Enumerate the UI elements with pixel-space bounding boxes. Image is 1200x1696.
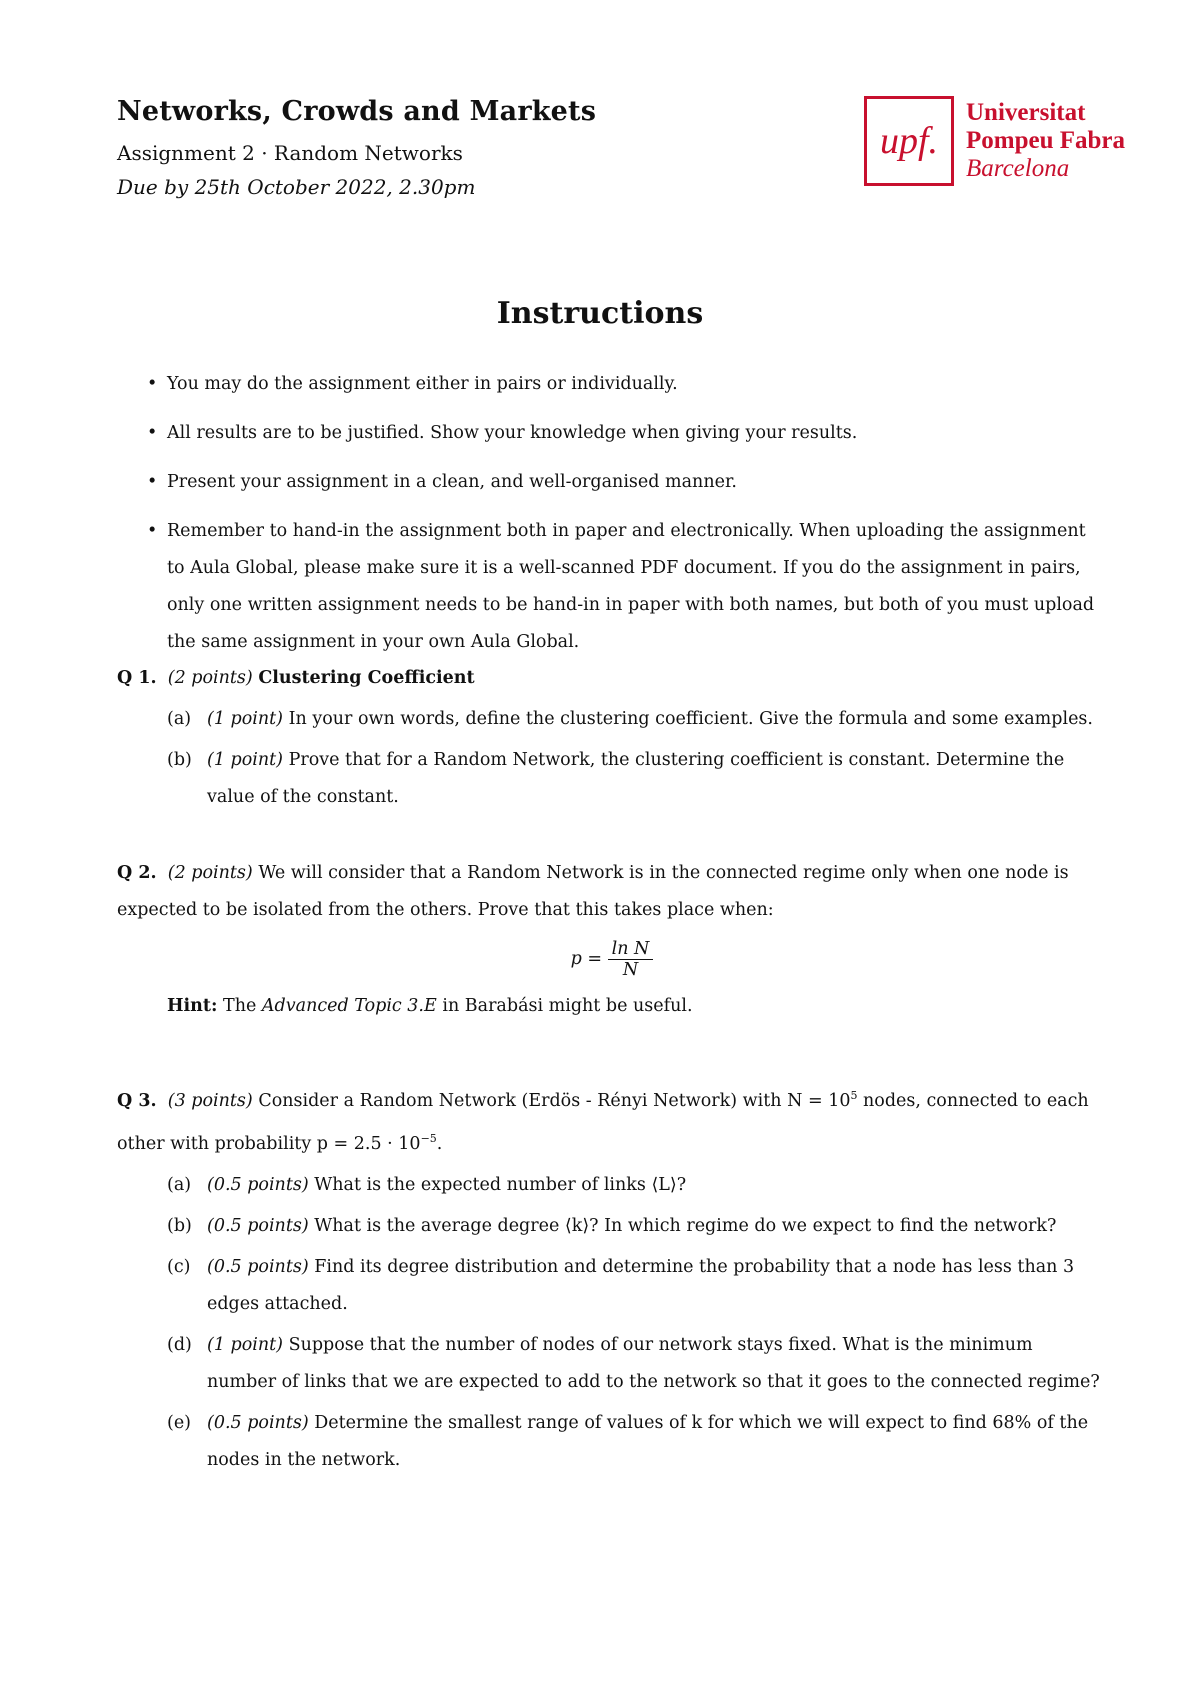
course-title: Networks, Crowds and Markets xyxy=(117,96,597,127)
instructions-heading: Instructions xyxy=(496,296,704,331)
question-2-text: We will consider that a Random Network is in the connected regime only when one node is expected to be isolated from the others. Prove that this takes place when: xyxy=(117,863,1069,920)
subquestion-label: (a) xyxy=(167,1174,192,1195)
question-3-points: (3 points) xyxy=(167,1090,253,1111)
question-3a xyxy=(117,1167,1107,1204)
question-1-heading xyxy=(117,660,1107,697)
question-2-points: (2 points) xyxy=(167,863,253,883)
subquestion-label: (b) xyxy=(167,750,192,770)
document-header xyxy=(117,96,717,199)
question-1-label: Q 1. xyxy=(117,668,157,688)
instruction-text: Present your assignment in a clean, and well-organised manner. xyxy=(167,472,737,492)
hint-post: in Barabási might be useful. xyxy=(442,996,693,1016)
formula-connected-regime xyxy=(117,939,1107,980)
bullet-icon: • xyxy=(147,521,158,541)
instruction-text: Remember to hand-in the assignment both in paper and electronically. When uploading the assignment to Aula Global, please make sure it is a well-scanned PDF document. If you do the assignment in pairs, only one written assignment needs to be hand-in in paper with both names, but both of you must upload the same assignment in your own Aula Global. xyxy=(167,521,1095,652)
question-3b xyxy=(117,1208,1107,1245)
hint-reference: Advanced Topic 3.E xyxy=(261,996,437,1016)
subquestion-label: (e) xyxy=(167,1412,192,1433)
subquestion-points: (1 point) xyxy=(207,750,283,770)
subquestion-points: (0.5 points) xyxy=(207,1412,309,1433)
logo-line-pompeu-fabra: Pompeu Fabra xyxy=(966,127,1126,154)
question-1-title: Clustering Coefficient xyxy=(258,668,475,688)
question-3-label: Q 3. xyxy=(117,1090,157,1111)
subquestion-points: (0.5 points) xyxy=(207,1256,309,1277)
question-2-hint xyxy=(117,988,1107,1025)
formula-lhs: p = xyxy=(570,949,603,969)
question-3d xyxy=(117,1327,1107,1401)
question-1a xyxy=(117,701,1107,738)
hint-pre: The xyxy=(223,996,257,1016)
instruction-item xyxy=(147,415,1107,452)
exponent: 5 xyxy=(850,1089,858,1102)
question-1-points: (2 points) xyxy=(167,668,253,688)
formula-denominator: N xyxy=(622,960,639,980)
subquestion-label: (b) xyxy=(167,1215,192,1236)
bullet-icon: • xyxy=(147,374,158,394)
bullet-icon: • xyxy=(147,472,158,492)
subquestion-text: In your own words, define the clustering coefficient. Give the formula and some examples. xyxy=(288,709,1093,729)
subquestion-text: Suppose that the number of nodes of our network stays fixed. What is the minimum number of links that we are expected to add to the network so that it goes to the connected regime? xyxy=(207,1334,1100,1392)
formula-fraction xyxy=(608,939,654,980)
question-3-heading xyxy=(117,1077,1107,1163)
instruction-text: All results are to be justified. Show your knowledge when giving your results. xyxy=(167,423,858,443)
instruction-text: You may do the assignment either in pairs or individually. xyxy=(167,374,678,394)
exponent: −5 xyxy=(420,1131,437,1145)
instruction-item xyxy=(147,464,1107,501)
question-3-text-b: nodes, connected to each other with probability p = 2.5 · 10 xyxy=(117,1090,1089,1154)
due-date: Due by 25th October 2022, 2.30pm xyxy=(117,175,476,199)
instructions-list xyxy=(147,366,1107,673)
subquestion-points: (0.5 points) xyxy=(207,1215,309,1236)
logo-line-universitat: Universitat xyxy=(966,99,1086,126)
instruction-item xyxy=(147,513,1107,661)
subquestion-label: (d) xyxy=(167,1334,192,1355)
subquestion-text: Prove that for a Random Network, the clustering coefficient is constant. Determine the value of the constant. xyxy=(207,750,1065,807)
question-3 xyxy=(117,1077,1107,1479)
question-3c xyxy=(117,1249,1107,1323)
subquestion-points: (1 point) xyxy=(207,709,283,729)
upf-logo xyxy=(864,96,1125,186)
question-3-text-a: Consider a Random Network (Erdös - Rényi Network) with N = 10 xyxy=(258,1090,851,1111)
question-3-text-c: . xyxy=(436,1133,443,1154)
hint-label: Hint: xyxy=(167,996,218,1016)
formula-numerator: ln N xyxy=(608,939,654,960)
subquestion-text: What is the expected number of links ⟨L⟩? xyxy=(314,1174,687,1195)
upf-logo-text xyxy=(966,99,1125,183)
assignment-subtitle: Assignment 2 · Random Networks xyxy=(117,141,463,165)
upf-logo-mark: upf. xyxy=(864,96,954,186)
question-2-heading xyxy=(117,855,1107,929)
subquestion-points: (0.5 points) xyxy=(207,1174,309,1195)
question-1 xyxy=(117,660,1107,816)
subquestion-label: (c) xyxy=(167,1256,191,1277)
subquestion-text: Determine the smallest range of values of k for which we will expect to find 68% of the nodes in the network. xyxy=(207,1412,1089,1470)
bullet-icon: • xyxy=(147,423,158,443)
question-3e xyxy=(117,1405,1107,1479)
subquestion-text: What is the average degree ⟨k⟩? In which regime do we expect to find the network? xyxy=(314,1215,1057,1236)
question-2 xyxy=(117,855,1107,1025)
question-2-label: Q 2. xyxy=(117,863,157,883)
instruction-item xyxy=(147,366,1107,403)
subquestion-text: Find its degree distribution and determine the probability that a node has less than 3 edges attached. xyxy=(207,1256,1075,1314)
logo-line-barcelona: Barcelona xyxy=(966,155,1070,182)
question-1b xyxy=(117,742,1107,816)
subquestion-label: (a) xyxy=(167,709,192,729)
subquestion-points: (1 point) xyxy=(207,1334,283,1355)
